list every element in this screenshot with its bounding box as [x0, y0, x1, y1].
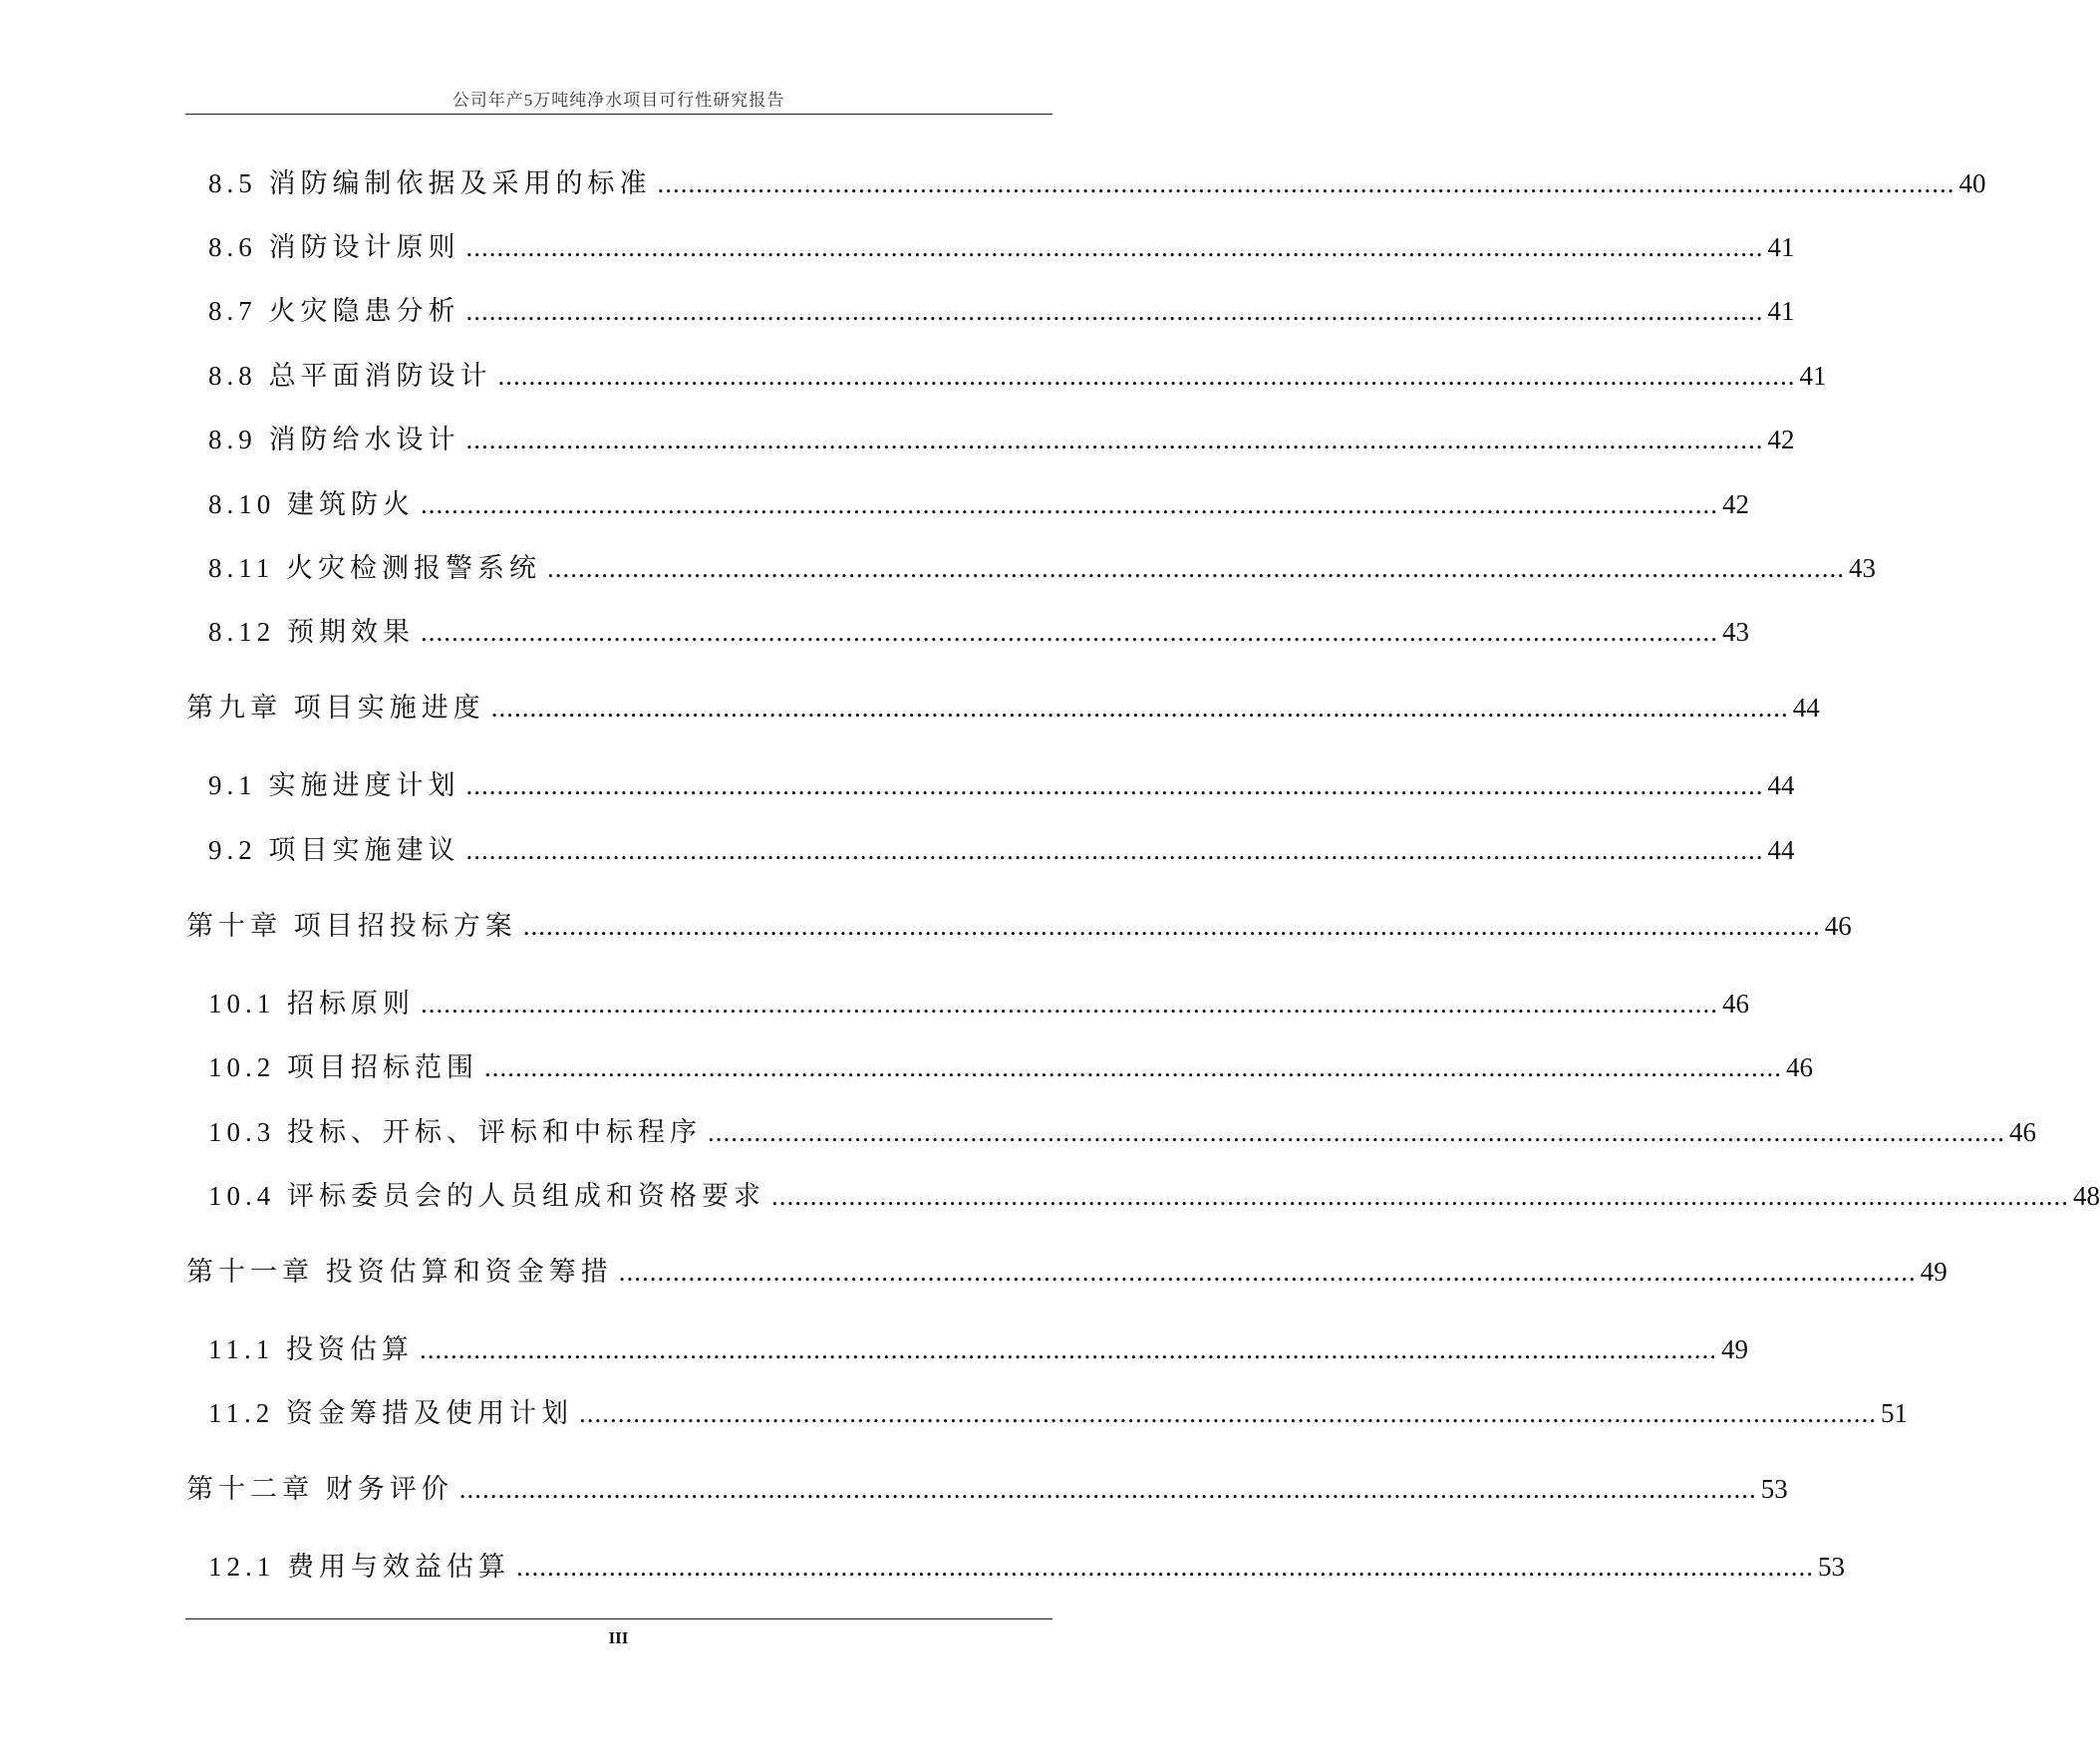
toc-leader-dots: ........................................................................................................................................................................	[522, 911, 1821, 941]
toc-leader-dots: ........................................................................................................................................................................	[490, 693, 1789, 723]
toc-leader-dots: ........................................................................................................................................................................	[516, 1552, 1814, 1582]
toc-entry[interactable]	[208, 765, 1795, 805]
page-number: III	[608, 1628, 629, 1647]
toc-entry-title: 11.1 投资估算	[208, 1334, 414, 1364]
toc-entry-page: 44	[1767, 770, 1795, 800]
toc-entry-title: 第十一章 投资估算和资金筹措	[186, 1257, 613, 1287]
toc-entry[interactable]	[208, 484, 1749, 524]
toc-leader-dots: ........................................................................................................................................................................	[465, 425, 1764, 454]
toc-entry-page: 43	[1849, 553, 1876, 583]
toc-entry-page: 53	[1760, 1474, 1788, 1504]
toc-entry-page: 42	[1722, 489, 1749, 519]
toc-entry-title: 9.1 实施进度计划	[208, 770, 460, 800]
toc-entry-page: 42	[1767, 425, 1795, 454]
toc-leader-dots: ........................................................................................................................................................................	[421, 489, 1718, 519]
toc-leader-dots: ........................................................................................................................................................................	[421, 989, 1718, 1019]
toc-entry-page: 46	[1722, 989, 1749, 1019]
toc-entry[interactable]	[208, 291, 1795, 331]
toc-entry[interactable]	[208, 1176, 2100, 1216]
toc-entry-page: 44	[1792, 693, 1820, 723]
toc-leader-dots: ........................................................................................................................................................................	[657, 168, 1955, 198]
toc-entry[interactable]	[208, 984, 1749, 1023]
toc-entry[interactable]	[208, 1047, 1813, 1087]
toc-leader-dots: ........................................................................................................................................................................	[458, 1474, 1757, 1504]
toc-entry[interactable]	[208, 830, 1795, 870]
toc-entry[interactable]	[208, 356, 1827, 396]
toc-leader-dots: ........................................................................................................................................................................	[465, 835, 1764, 865]
toc-entry-title: 8.6 消防设计原则	[208, 232, 460, 262]
toc-entry-title: 第九章 项目实施进度	[186, 693, 485, 723]
toc-entry-title: 10.3 投标、开标、评标和中标程序	[208, 1117, 702, 1147]
toc-leader-dots: ........................................................................................................................................................................	[484, 1052, 1782, 1082]
toc-leader-dots: ........................................................................................................................................................................	[497, 361, 1796, 391]
toc-entry[interactable]	[208, 420, 1795, 459]
toc-entry-page: 51	[1881, 1398, 1908, 1428]
toc-entry-title: 10.1 招标原则	[208, 989, 415, 1019]
toc-entry-page: 41	[1799, 361, 1827, 391]
toc-entry-page: 40	[1958, 168, 1986, 198]
header-rule	[185, 114, 1052, 115]
toc-entry-title: 第十二章 财务评价	[186, 1474, 453, 1504]
toc-entry-title: 12.1 费用与效益估算	[208, 1552, 510, 1582]
toc-entry-title: 10.2 项目招标范围	[208, 1052, 478, 1082]
toc-entry-page: 53	[1818, 1552, 1845, 1582]
toc-entry[interactable]	[208, 1329, 1748, 1369]
toc-entry[interactable]	[208, 227, 1795, 267]
toc-entry-page: 41	[1767, 232, 1795, 262]
toc-entry-page: 46	[1824, 911, 1852, 941]
toc-leader-dots: ........................................................................................................................................................................	[420, 1334, 1717, 1364]
toc-entry-page: 48	[2073, 1181, 2100, 1211]
toc-leader-dots: ........................................................................................................................................................................	[547, 553, 1845, 583]
toc-entry-title: 8.11 火灾检测报警系统	[208, 553, 541, 583]
toc-entry-title: 第十章 项目招投标方案	[186, 911, 517, 941]
toc-entry-page: 44	[1767, 835, 1795, 865]
toc-entry-title: 8.7 火灾隐患分析	[208, 296, 460, 326]
toc-entry[interactable]	[208, 612, 1749, 652]
toc-chapter-entry[interactable]	[186, 906, 1852, 946]
toc-entry-title: 8.10 建筑防火	[208, 489, 415, 519]
toc-entry-page: 43	[1722, 617, 1749, 647]
toc-entry-page: 41	[1767, 296, 1795, 326]
toc-chapter-entry[interactable]	[186, 688, 1820, 728]
toc-entry-title: 8.5 消防编制依据及采用的标准	[208, 168, 652, 198]
toc-entry-title: 9.2 项目实施建议	[208, 835, 460, 865]
toc-leader-dots: ........................................................................................................................................................................	[421, 617, 1718, 647]
toc-leader-dots: ........................................................................................................................................................................	[579, 1398, 1877, 1428]
toc-entry-title: 11.2 资金筹措及使用计划	[208, 1398, 573, 1428]
toc-entry-title: 8.8 总平面消防设计	[208, 361, 492, 391]
toc-entry-title: 10.4 评标委员会的人员组成和资格要求	[208, 1181, 765, 1211]
toc-entry-page: 46	[2009, 1117, 2036, 1147]
footer-rule	[185, 1618, 1052, 1619]
toc-leader-dots: ........................................................................................................................................................................	[708, 1117, 2005, 1147]
toc-entry[interactable]	[208, 1547, 1845, 1587]
toc-entry[interactable]	[208, 548, 1876, 588]
toc-entry[interactable]	[208, 1112, 2036, 1152]
toc-leader-dots: ........................................................................................................................................................................	[465, 296, 1764, 326]
toc-entry-page: 49	[1920, 1257, 1948, 1287]
toc-leader-dots: ........................................................................................................................................................................	[465, 232, 1764, 262]
toc-entry-title: 8.9 消防给水设计	[208, 425, 460, 454]
toc-leader-dots: ........................................................................................................................................................................	[771, 1181, 2069, 1211]
toc-leader-dots: ........................................................................................................................................................................	[618, 1257, 1917, 1287]
toc-entry-page: 49	[1721, 1334, 1748, 1364]
toc-entry[interactable]	[208, 163, 1986, 203]
toc-leader-dots: ........................................................................................................................................................................	[465, 770, 1764, 800]
toc-entry-title: 8.12 预期效果	[208, 617, 415, 647]
running-header: 公司年产5万吨纯净水项目可行性研究报告	[451, 91, 785, 110]
toc-chapter-entry[interactable]	[186, 1252, 1948, 1292]
toc-entry-page: 46	[1786, 1052, 1813, 1082]
toc-chapter-entry[interactable]	[186, 1469, 1788, 1509]
toc-entry[interactable]	[208, 1393, 1908, 1433]
